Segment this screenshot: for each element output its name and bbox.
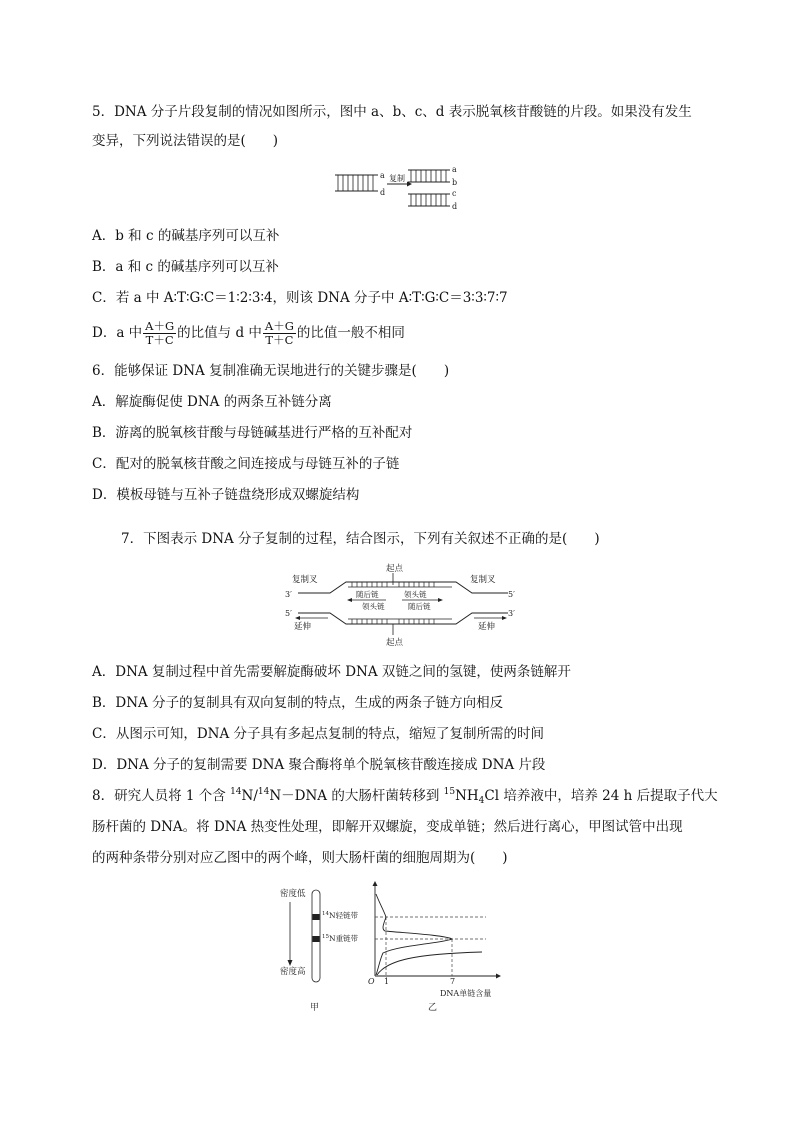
q7-end-bl: 5′ [285, 609, 292, 618]
q8-heavy-band [313, 936, 320, 942]
q7-end-tr: 5′ [508, 590, 515, 599]
q5-stem-line1: 5．DNA 分子片段复制的情况如图所示，图中 a、b、c、d 表示脱氧核苷酸链的片段。如果没有发生 [92, 104, 692, 120]
q8-heavy-band-sup: 15 [322, 934, 329, 940]
q7-bottom-origin: 起点 [386, 638, 404, 648]
q8-profile-curve [376, 894, 452, 975]
q5-label-a: a [452, 165, 457, 174]
q5-label-d-left: d [380, 188, 386, 197]
q6-option-a: A．解旋酶促使 DNA 的两条互补链分离 [92, 394, 332, 410]
q8-centrifuge-figure [270, 880, 530, 1015]
q8-stem-line1 [92, 786, 718, 806]
q7-lagging-tr: 随后链 [408, 602, 431, 611]
q5-option-d-prefix: D．a 中 [92, 325, 143, 341]
q5-label-b: b [452, 178, 458, 187]
q8-l1-t5: Cl 培养液中，培养 24 h 后提取子代大 [484, 788, 718, 804]
q7-lagging-tl: 随后链 [356, 590, 379, 599]
q8-l1-t3: N－DNA 的大肠杆菌转移到 [269, 788, 444, 804]
q7-end-tl: 3′ [285, 590, 292, 599]
q6-option-b: B．游离的脱氧核苷酸与母链碱基进行严格的互补配对 [92, 425, 413, 441]
q7-extend-left: 延伸 [294, 622, 312, 632]
q5-arrow-label: 复制 [389, 174, 405, 183]
q7-top-origin: 起点 [386, 564, 404, 574]
q5-stem-line2: 变异，下列说法错误的是( ) [92, 133, 279, 149]
q5-frac1-num: A＋G [145, 319, 175, 333]
q5-label-d: d [452, 202, 458, 211]
q6-option-d: D．模板母链与互补子链盘绕形成双螺旋结构 [92, 487, 360, 503]
q8-stem-line3: 的两种条带分别对应乙图中的两个峰，则大肠杆菌的细胞周期为( ) [92, 850, 508, 866]
q8-heavy-band-label [322, 933, 359, 943]
q5-option-d-middle: 的比值与 d 中 [177, 325, 262, 341]
q7-stem: 7．下图表示 DNA 分子复制的过程，结合图示，下列有关叙述不正确的是( ) [121, 531, 600, 547]
q5-frac2-den: T＋C [265, 333, 294, 347]
q8-tick-1: 1 [384, 977, 390, 986]
q6-option-c: C．配对的脱氧核苷酸之间连接成与母链互补的子链 [92, 456, 400, 472]
q8-density-low: 密度低 [280, 889, 306, 899]
q8-light-band-text: N轻链带 [329, 911, 359, 920]
q8-light-band-sup: 14 [322, 911, 329, 917]
q7-option-d: D．DNA 分子的复制需要 DNA 聚合酶将单个脱氧核苷酸连接成 DNA 片段 [92, 757, 546, 773]
q8-baseline-curve [377, 952, 482, 975]
q7-option-c: C．从图示可知，DNA 分子具有多起点复制的特点，缩短了复制所需的时间 [92, 726, 545, 742]
q8-light-band [313, 914, 320, 920]
q8-label-yi: 乙 [428, 1003, 438, 1013]
q8-tick-7: 7 [450, 977, 456, 986]
q7-option-a: A．DNA 复制过程中首先需要解旋酶破坏 DNA 双链之间的氢键，使两条链解开 [92, 664, 571, 680]
q5-label-c: c [452, 189, 457, 198]
q8-l1-sup3: 15 [443, 787, 456, 797]
q7-fork-left: 复制叉 [292, 575, 318, 585]
q5-option-d-suffix: 的比值一般不相同 [296, 325, 405, 341]
q8-x-axis-label: DNA单链含量 [440, 989, 492, 998]
q8-light-band-label [322, 910, 359, 920]
q8-chart [368, 881, 501, 1013]
q8-l1-t2: N/ [241, 788, 258, 804]
q5-replication-figure [330, 162, 470, 212]
q8-origin: O [368, 977, 375, 986]
q5-option-a: A．b 和 c 的碱基序列可以互补 [92, 228, 280, 244]
q8-l1-sup1: 14 [230, 787, 242, 797]
q8-l1-t4: NH [455, 788, 479, 804]
q5-option-c: C．若 a 中 A∶T∶G∶C＝1∶2∶3∶4，则该 DNA 分子中 A∶T∶G∶C＝3∶3∶7∶7 [92, 290, 508, 306]
q7-extend-right: 延伸 [478, 622, 496, 632]
q7-end-br: 3′ [508, 609, 515, 618]
q5-fraction-a [143, 320, 176, 347]
q6-stem: 6．能够保证 DNA 复制准确无误地进行的关键步骤是( ) [92, 363, 450, 379]
q5-option-b: B．a 和 c 的碱基序列可以互补 [92, 259, 279, 275]
q8-l1-t1: 8．研究人员将 1 个含 [92, 788, 231, 804]
q7-option-b: B．DNA 分子的复制具有双向复制的特点，生成的两条子链方向相反 [92, 695, 504, 711]
q5-frac1-den: T＋C [145, 333, 174, 347]
q7-leading-tl: 领头链 [362, 602, 385, 611]
q7-leading-tr: 领头链 [404, 590, 427, 599]
q8-density-high: 密度高 [280, 967, 306, 977]
q7-replication-fork-figure [280, 561, 520, 649]
q5-option-d [92, 318, 405, 348]
q8-l1-sub: 4 [478, 796, 485, 806]
q8-label-jia: 甲 [310, 1003, 320, 1013]
q8-l1-sup2: 14 [257, 787, 270, 797]
q8-stem-line2: 肠杆菌的 DNA。将 DNA 热变性处理，即解开双螺旋，变成单链；然后进行离心，甲图试管中出现 [92, 819, 683, 835]
q5-frac2-num: A＋G [264, 319, 294, 333]
q5-fraction-d [263, 320, 296, 347]
q5-label-a-left: a [380, 171, 385, 180]
q8-heavy-band-text: N重链带 [329, 934, 359, 943]
q7-fork-right: 复制叉 [470, 575, 496, 585]
